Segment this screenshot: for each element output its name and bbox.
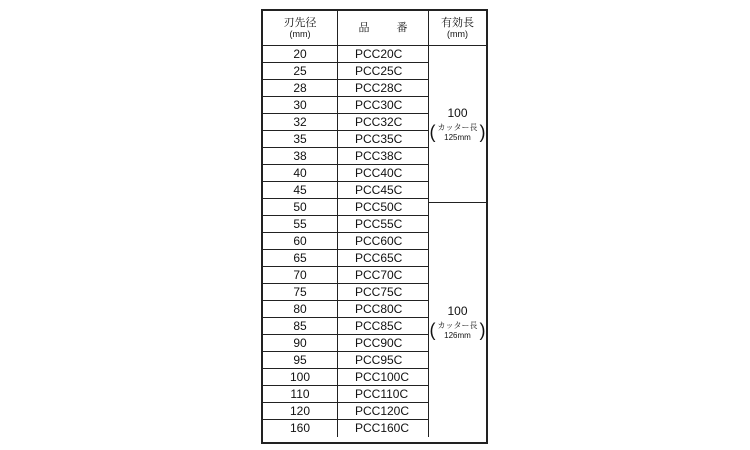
table-row bbox=[263, 97, 429, 114]
cell-diameter: 160 bbox=[263, 420, 338, 437]
cutter-length-note bbox=[432, 123, 484, 143]
table-row bbox=[263, 369, 429, 386]
cell-part-number: PCC50C bbox=[338, 199, 429, 216]
cell-diameter: 32 bbox=[263, 114, 338, 131]
table-body bbox=[263, 46, 486, 442]
table-row bbox=[263, 335, 429, 352]
cell-diameter: 40 bbox=[263, 165, 338, 182]
header-effective-length bbox=[429, 11, 486, 45]
table-row bbox=[263, 233, 429, 250]
cell-part-number: PCC28C bbox=[338, 80, 429, 97]
table-header bbox=[263, 11, 486, 46]
cell-diameter: 85 bbox=[263, 318, 338, 335]
cell-diameter: 30 bbox=[263, 97, 338, 114]
header-diameter bbox=[263, 11, 338, 45]
table-row bbox=[263, 165, 429, 182]
cell-diameter: 55 bbox=[263, 216, 338, 233]
cell-part-number: PCC60C bbox=[338, 233, 429, 250]
cell-diameter: 75 bbox=[263, 284, 338, 301]
cell-part-number: PCC45C bbox=[338, 182, 429, 199]
effective-length-group-1 bbox=[429, 46, 486, 203]
cell-diameter: 20 bbox=[263, 46, 338, 63]
table-row bbox=[263, 403, 429, 420]
cell-diameter: 28 bbox=[263, 80, 338, 97]
cell-part-number: PCC35C bbox=[338, 131, 429, 148]
cell-diameter: 50 bbox=[263, 199, 338, 216]
cell-diameter: 25 bbox=[263, 63, 338, 80]
table-row bbox=[263, 284, 429, 301]
cell-part-number: PCC32C bbox=[338, 114, 429, 131]
table-row bbox=[263, 386, 429, 403]
cell-part-number: PCC70C bbox=[338, 267, 429, 284]
cell-diameter: 80 bbox=[263, 301, 338, 318]
header-part-number-title: 品 番 bbox=[358, 22, 420, 34]
cell-diameter: 38 bbox=[263, 148, 338, 165]
cell-diameter: 90 bbox=[263, 335, 338, 352]
cell-part-number: PCC100C bbox=[338, 369, 429, 386]
table-row bbox=[263, 199, 429, 216]
cell-part-number: PCC55C bbox=[338, 216, 429, 233]
table-row bbox=[263, 301, 429, 318]
cell-diameter: 70 bbox=[263, 267, 338, 284]
effective-length-group-2 bbox=[429, 203, 486, 442]
cutter-length-value: 125mm bbox=[444, 132, 471, 142]
cell-part-number: PCC85C bbox=[338, 318, 429, 335]
cell-diameter: 100 bbox=[263, 369, 338, 386]
cell-part-number: PCC75C bbox=[338, 284, 429, 301]
cell-part-number: PCC90C bbox=[338, 335, 429, 352]
table-row bbox=[263, 114, 429, 131]
header-part-number bbox=[338, 11, 429, 45]
cell-part-number: PCC20C bbox=[338, 46, 429, 63]
cell-part-number: PCC95C bbox=[338, 352, 429, 369]
table-row bbox=[263, 250, 429, 267]
header-effective-length-title: 有効長 bbox=[441, 17, 474, 29]
table-row bbox=[263, 182, 429, 199]
table-row bbox=[263, 131, 429, 148]
header-diameter-unit: (mm) bbox=[289, 29, 311, 39]
cell-diameter: 120 bbox=[263, 403, 338, 420]
header-diameter-title: 刃先径 bbox=[283, 17, 317, 29]
cell-part-number: PCC160C bbox=[338, 420, 429, 437]
cell-diameter: 95 bbox=[263, 352, 338, 369]
cell-diameter: 60 bbox=[263, 233, 338, 250]
table-row bbox=[263, 80, 429, 97]
table-row bbox=[263, 46, 429, 63]
table-row bbox=[263, 352, 429, 369]
cell-part-number: PCC25C bbox=[338, 63, 429, 80]
cell-diameter: 35 bbox=[263, 131, 338, 148]
cell-part-number: PCC110C bbox=[338, 386, 429, 403]
cell-diameter: 65 bbox=[263, 250, 338, 267]
table-row bbox=[263, 318, 429, 335]
cutter-length-label: ( カッター長 bbox=[437, 122, 478, 132]
effective-length-value: 100 bbox=[447, 304, 468, 318]
spec-table bbox=[261, 9, 488, 444]
table-row bbox=[263, 63, 429, 80]
cutter-length-note bbox=[432, 321, 484, 341]
cell-part-number: PCC120C bbox=[338, 403, 429, 420]
cell-part-number: PCC38C bbox=[338, 148, 429, 165]
table-row bbox=[263, 216, 429, 233]
cell-diameter: 45 bbox=[263, 182, 338, 199]
table-row bbox=[263, 148, 429, 165]
cell-part-number: PCC30C bbox=[338, 97, 429, 114]
table-row bbox=[263, 420, 429, 437]
cutter-length-value: 126mm bbox=[444, 331, 471, 340]
cell-part-number: PCC40C bbox=[338, 165, 429, 182]
cutter-length-label: ( カッター長 bbox=[437, 321, 478, 330]
header-effective-length-unit: (mm) bbox=[447, 29, 468, 39]
table-row bbox=[263, 267, 429, 284]
cell-part-number: PCC80C bbox=[338, 301, 429, 318]
cell-diameter: 110 bbox=[263, 386, 338, 403]
effective-length-value: 100 bbox=[447, 105, 468, 120]
cell-part-number: PCC65C bbox=[338, 250, 429, 267]
